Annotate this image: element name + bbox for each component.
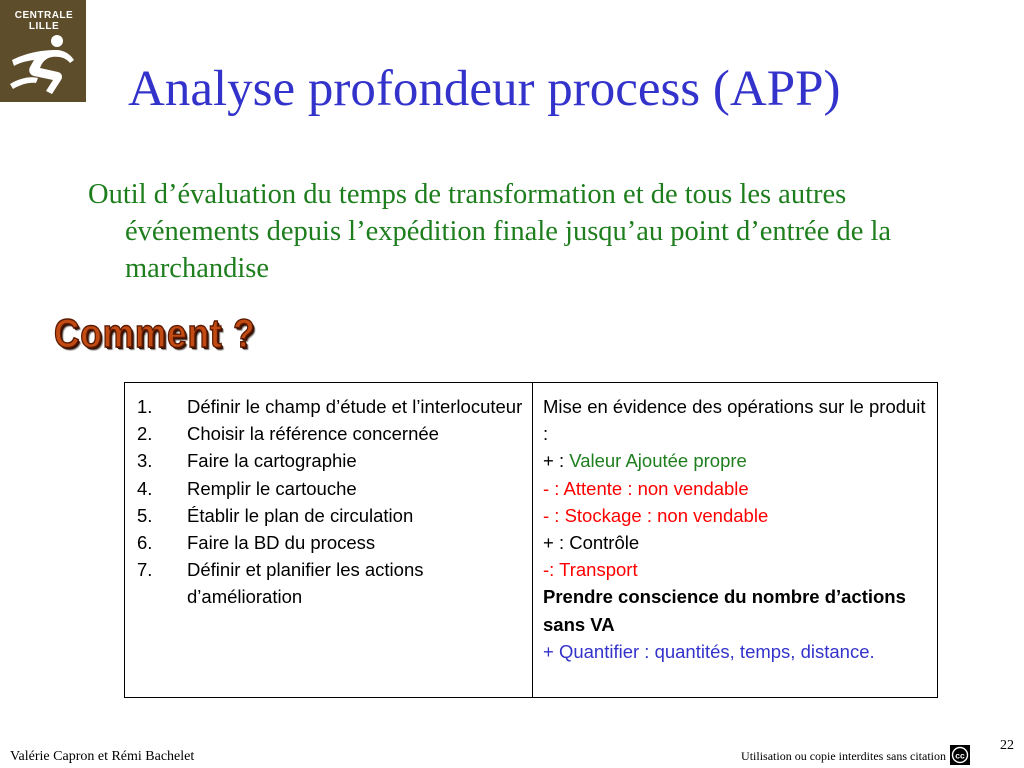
step-text: Définir et planifier les actions d’amélioration [187, 559, 424, 608]
value-added-text: Valeur Ajoutée propre [569, 450, 747, 472]
footer-author: Valérie Capron et Rémi Bachelet [10, 749, 195, 764]
step-text: Établir le plan de circulation [187, 504, 414, 526]
footer-copyright: Utilisation ou copie interdites sans citation [741, 749, 946, 763]
logo-text-centrale: CENTRALE [14, 10, 74, 21]
step-item [137, 502, 524, 529]
step-item [137, 447, 524, 474]
steps-list [137, 393, 524, 611]
step-item [137, 556, 524, 610]
value-added-line [543, 447, 929, 474]
step-text: Choisir la référence concernée [187, 423, 439, 445]
steps-cell [125, 383, 533, 697]
comment-heading: Comment ? [54, 312, 256, 356]
centrale-lille-logo [0, 0, 86, 102]
step-item [137, 529, 524, 556]
creative-commons-icon [950, 745, 970, 765]
operations-cell [533, 383, 937, 697]
slide-title: Analyse profondeur process (APP) [128, 61, 841, 117]
step-item [137, 420, 524, 447]
waiting-line: - : Attente : non vendable [543, 477, 749, 499]
step-text: Faire la BD du process [187, 532, 376, 554]
step-item [137, 475, 524, 502]
step-number: 7. [137, 559, 153, 581]
step-number: 6. [137, 532, 153, 554]
step-text: Faire la cartographie [187, 450, 357, 472]
transport-line [543, 556, 929, 583]
transport-text: : Transport [549, 559, 638, 581]
operations-intro: Mise en évidence des opérations sur le produit : [543, 396, 926, 445]
logo-text-lille: LILLE [28, 21, 60, 32]
svg-text:cc: cc [955, 750, 965, 761]
method-table [124, 382, 938, 698]
step-number: 4. [137, 477, 153, 499]
step-item [137, 393, 524, 420]
step-text: Définir le champ d’étude et l’interlocuteur [187, 396, 523, 417]
step-number: 5. [137, 504, 153, 526]
step-number: 1. [137, 396, 153, 417]
value-added-prefix: + : [543, 450, 570, 472]
step-text: Remplir le cartouche [187, 477, 357, 499]
storage-line: - : Stockage : non vendable [543, 504, 769, 526]
awareness-line: Prendre conscience du nombre d’actions sans VA [543, 586, 906, 635]
transport-prefix: - [543, 559, 550, 581]
intro-paragraph: Outil d’évaluation du temps de transformation et de tous les autres événements depuis l’expédition finale jusqu’au point d’entrée de la marchandise [88, 179, 892, 284]
page-number: 22 [1000, 738, 1014, 753]
control-line: + : Contrôle [543, 532, 640, 554]
step-number: 3. [137, 450, 153, 472]
quantify-line: + Quantifier : quantités, temps, distance. [543, 640, 875, 662]
runner-icon [0, 0, 86, 102]
step-number: 2. [137, 423, 153, 445]
